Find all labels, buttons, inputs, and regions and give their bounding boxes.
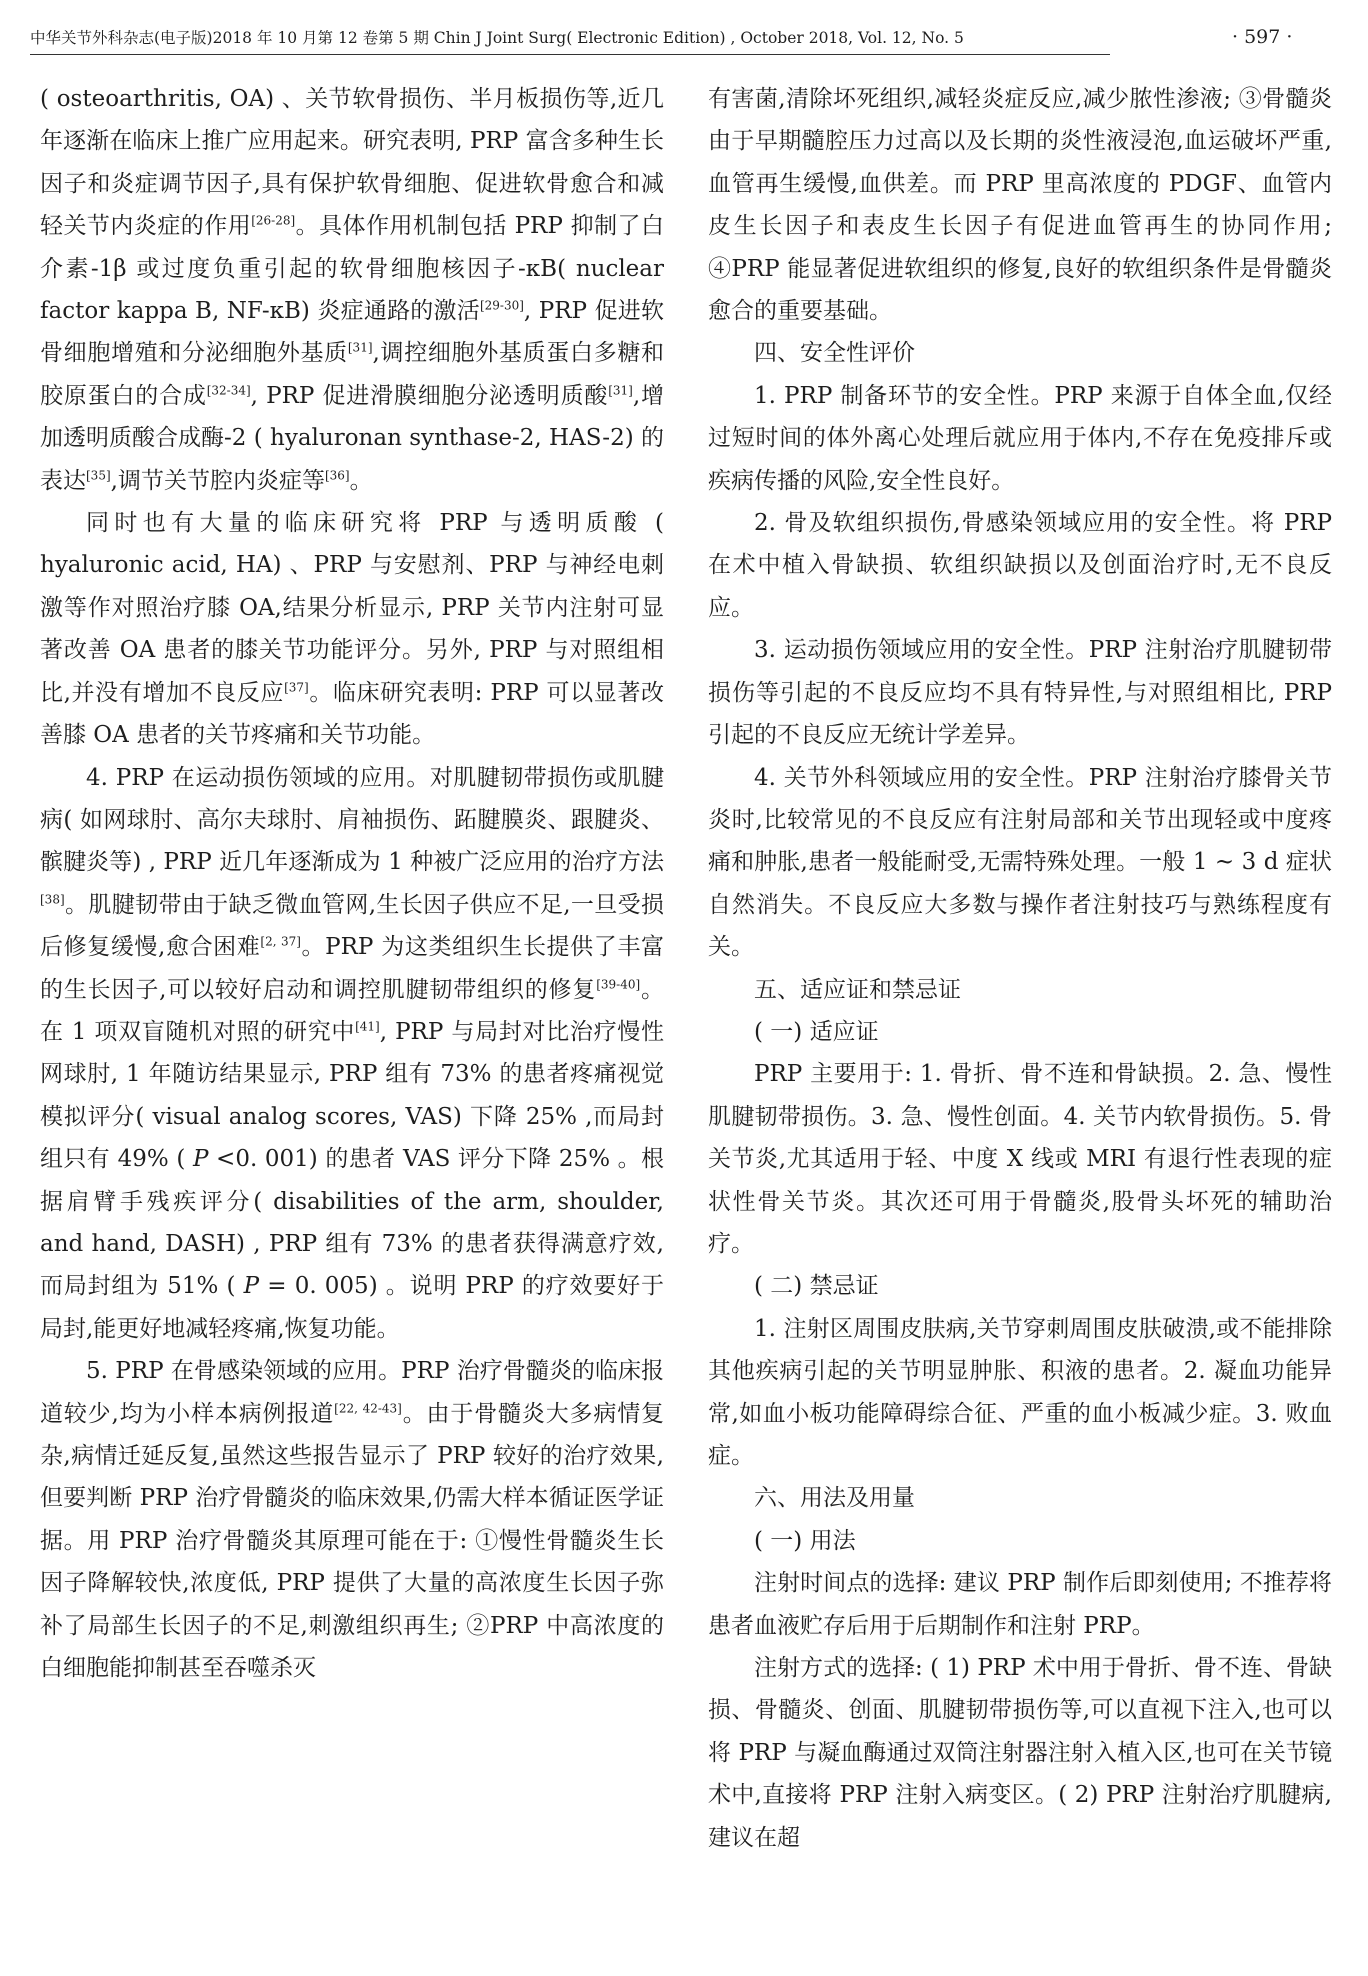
paragraph-safety-2: 2. 骨及软组织损伤,骨感染领域应用的安全性。将 PRP 在术中植入骨缺损、软组织缺损以及创面治疗时,无不良反应。 — [708, 510, 1332, 621]
section-heading-indications: 五、适应证和禁忌证 — [754, 976, 961, 1003]
paragraph-indications: PRP 主要用于: 1. 骨折、骨不连和骨缺损。2. 急、慢性肌腱韧带损伤。3. 急、慢性创面。4. 关节内软骨损伤。5. 骨关节炎,尤其适用于轻、中度 X 线或 MRI 有退行性表现的症状性骨关节炎。其次还可用于骨髓炎,股骨头坏死的辅助治疗。 — [708, 1061, 1332, 1257]
citation: [31] — [608, 383, 633, 398]
paragraph-clinical-studies: 同时也有大量的临床研究将 PRP 与透明质酸 ( hyaluronic acid, HA) 、PRP 与安慰剂、PRP 与神经电刺激等作对照治疗膝 OA,结果分析显示, PRP 关节内注射可显著改善 OA 患者的膝关节功能评分。另外, PRP 与对照组相比,并没有增加不良反应[37]。临床研究表明: PRP 可以显著改善膝 OA 患者的关节疼痛和关节功能。 — [40, 510, 665, 749]
citation: [36] — [324, 468, 350, 482]
paragraph-safety-4: 4. 关节外科领域应用的安全性。PRP 注射治疗膝骨关节炎时,比较常见的不良反应有注射局部和关节出现轻或中度疼痛和肿胀,患者一般能耐受,无需特殊处理。一般 1 ~ 3 d 症状自然消失。不良反应大多数与操作者注射技巧与熟练程度有关。 — [708, 764, 1332, 961]
section-heading-usage: 六、用法及用量 — [754, 1485, 915, 1512]
citation: [29-30] — [479, 298, 524, 313]
paragraph-injection-timing: 注射时间点的选择: 建议 PRP 制作后即刻使用; 不推荐将患者血液贮存后用于后期制作和注射 PRP。 — [708, 1570, 1332, 1639]
citation: [35] — [86, 468, 111, 482]
paragraph-contraindications: 1. 注射区周围皮肤病,关节穿刺周围皮肤破溃,或不能排除其他疾病引起的关节明显肿胀、积液的患者。2. 凝血功能异常,如血小板功能障碍综合征、严重的血小板减少症。3. 败血症。 — [708, 1315, 1332, 1469]
paragraph-oa-mechanism: ( osteoarthritis, OA) 、关节软骨损伤、半月板损伤等,近几年逐渐在临床上推广应用起来。研究表明, PRP 富含多种生长因子和炎症调节因子,具有保护软骨细胞、促进软骨愈合和减轻关节内炎症的作用[26-28]。具体作用机制包括 PRP 抑制了白介素-1β 或过度负重引起的软骨细胞核因子-κB( nuclear factor kappa B, NF-κB) 炎症通路的激活[29-30], PRP 促进软骨细胞增殖和分泌细胞外基质[31],调控细胞外基质蛋白多糖和胶原蛋白的合成[32-34], PRP 促进滑膜细胞分泌透明质酸[31],增加透明质酸合成酶-2 ( hyaluronan synthase-2, HAS-2) 的表达[35],调节关节腔内炎症等[36]。 — [40, 86, 665, 494]
citation: [2, 37] — [260, 934, 301, 949]
subheading-contraindications: ( 二) 禁忌证 — [754, 1273, 879, 1300]
citation: [26-28] — [251, 213, 296, 228]
section-heading-safety: 四、安全性评价 — [754, 340, 915, 367]
left-column — [40, 78, 664, 1689]
paragraph-sports-injury: 4. PRP 在运动损伤领域的应用。对肌腱韧带损伤或肌腱病( 如网球肘、高尔夫球肘、肩袖损伤、跖腱膜炎、跟腱炎、髌腱炎等) , PRP 近几年逐渐成为 1 种被广泛应用的治疗方法[38]。肌腱韧带由于缺乏微血管网,生长因子供应不足,一旦受损后修复缓慢,愈合困难[2, 37]。PRP 为这类组织生长提供了丰富的生长因子,可以较好启动和调控肌腱韧带组织的修复[39-40]。在 1 项双盲随机对照的研究中[41], PRP 与局封对比治疗慢性网球肘, 1 年随访结果显示, PRP 组有 73% 的患者疼痛视觉模拟评分( visual analog scores, VAS) 下降 25% ,而局封组只有 49% ( P <0. 001) 的患者 VAS 评分下降 25% 。根据肩臂手残疾评分( disabilities of the arm, shoulder, and hand, DASH) , PRP 组有 73% 的患者获得满意疗效,而局封组为 51% ( P = 0. 005) 。说明 PRP 的疗效要好于局封,能更好地减轻疼痛,恢复功能。 — [40, 764, 665, 1342]
subheading-indications: ( 一) 适应证 — [754, 1018, 879, 1045]
running-header: 中华关节外科杂志(电子版)2018 年 10 月第 12 卷第 5 期 Chin J Joint Surg( Electronic Edition) , October 2018, Vol. 12, No. 5 — [30, 22, 1110, 55]
citation: [38] — [40, 892, 65, 907]
citation: [32-34] — [206, 383, 251, 398]
citation: [22, 42-43] — [334, 1400, 402, 1415]
subheading-usage: ( 一) 用法 — [754, 1527, 856, 1554]
paragraph-safety-3: 3. 运动损伤领域应用的安全性。PRP 注射治疗肌腱韧带损伤等引起的不良反应均不具有特异性,与对照组相比, PRP 引起的不良反应无统计学差异。 — [708, 637, 1332, 749]
paragraph-injection-method: 注射方式的选择: ( 1) PRP 术中用于骨折、骨不连、骨缺损、骨髓炎、创面、肌腱韧带损伤等,可以直视下注入,也可以将 PRP 与凝血酶通过双筒注射器注射入植入区,也可在关节镜术中,直接将 PRP 注射入病变区。( 2) PRP 注射治疗肌腱病,建议在超 — [708, 1655, 1332, 1851]
citation: [31] — [347, 340, 373, 355]
right-column — [708, 78, 1332, 1859]
citation: [39-40] — [596, 976, 641, 991]
page-number: · 597 · — [1232, 26, 1293, 48]
citation: [37] — [284, 680, 309, 695]
paragraph-osteomyelitis-cont: 有害菌,清除坏死组织,减轻炎症反应,减少脓性渗液; ③骨髓炎由于早期髓腔压力过高以及长期的炎性液浸泡,血运破坏严重,血管再生缓慢,血供差。而 PRP 里高浓度的 PDGF、血管内皮生长因子和表皮生长因子有促进血管再生的协同作用; ④PRP 能显著促进软组织的修复,良好的软组织条件是骨髓炎愈合的重要基础。 — [708, 86, 1332, 325]
paragraph-bone-infection: 5. PRP 在骨感染领域的应用。PRP 治疗骨髓炎的临床报道较少,均为小样本病例报道[22, 42-43]。由于骨髓炎大多病情复杂,病情迁延反复,虽然这些报告显示了 PRP 较好的治疗效果,但要判断 PRP 治疗骨髓炎的临床效果,仍需大样本循证医学证据。用 PRP 治疗骨髓炎其原理可能在于: ①慢性骨髓炎生长因子降解较快,浓度低, PRP 提供了大量的高浓度生长因子弥补了局部生长因子的不足,刺激组织再生; ②PRP 中高浓度的白细胞能抑制甚至吞噬杀灭 — [40, 1358, 665, 1682]
paragraph-safety-1: 1. PRP 制备环节的安全性。PRP 来源于自体全血,仅经过短时间的体外离心处理后就应用于体内,不存在免疫排斥或疾病传播的风险,安全性良好。 — [708, 382, 1332, 494]
citation: [41] — [355, 1019, 380, 1034]
